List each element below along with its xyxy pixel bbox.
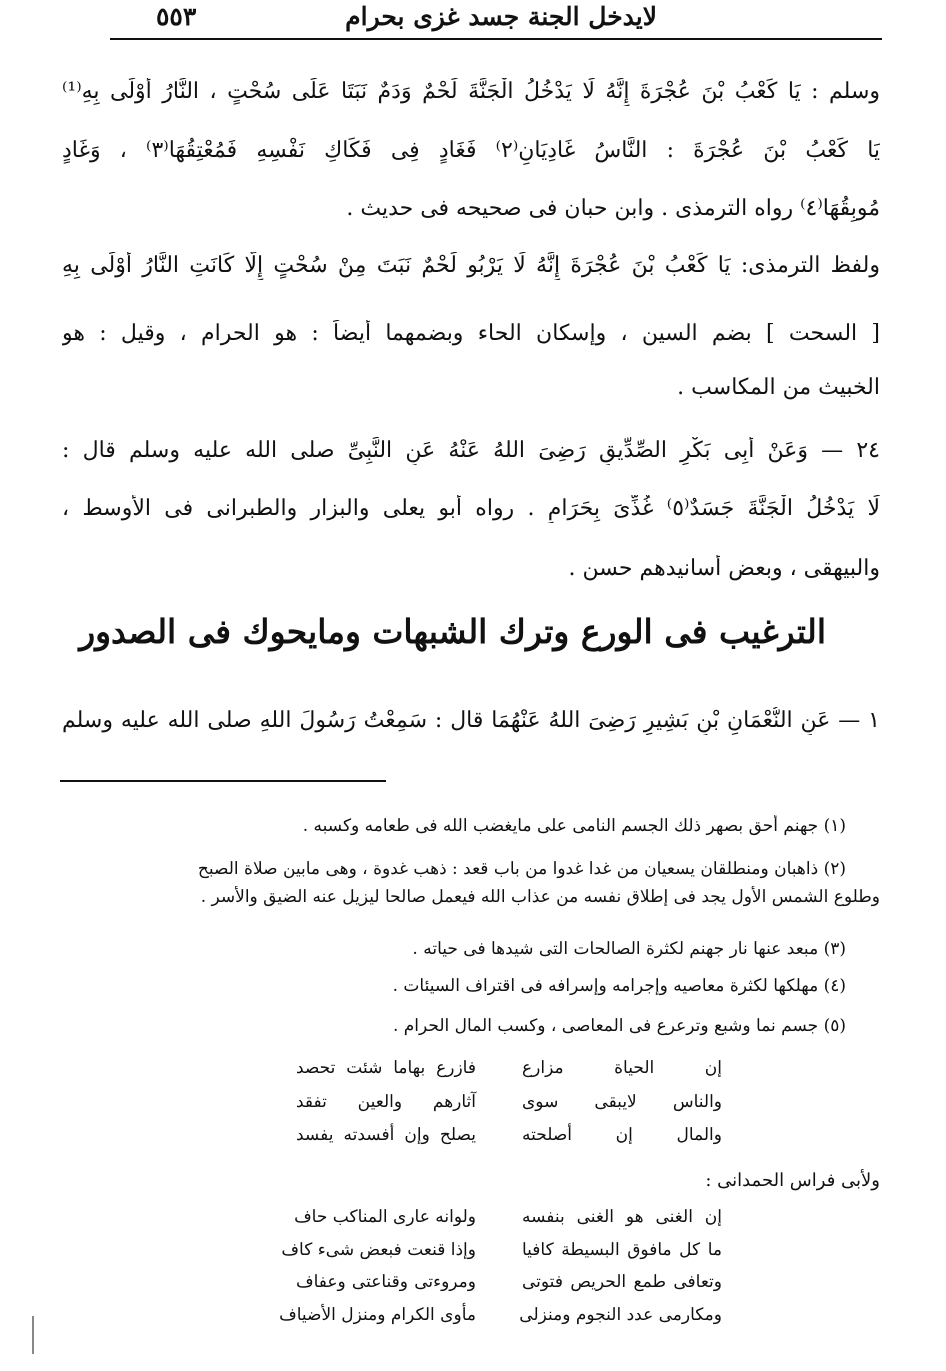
footnote-continuation: وطلوع الشمس الأول يجد فى إطلاق نفسه من عذاب الله فيعمل صالحا ليزيل عنه الضيق والأسر . [200,887,880,907]
text-line: وسلم : يَا كَعْبُ بْنَ عُجْرَةَ إِنَّهُ لَا يَدْخُلُ الْجَنَّةَ لَحْمٌ وَدَمٌ نَبَتَا عَلَى سُحْتٍ ، النَّارُ أَوْلَى بِهِ⁽¹⁾ [62,79,880,104]
verse-hemistich: ولوانه عارى المناكب حاف [294,1207,476,1227]
verse-hemistich: إن الحياة مزارع [522,1058,722,1078]
footnote: (٢) ذاهبان ومنطلقان يسعيان من غدا غدوا من باب قعد : ذهب غدوة ، وهى مابين صلاة الصبح [197,859,846,879]
verse-hemistich: وتعافى طمع الحريص فتوتى [522,1272,722,1292]
text-line: لَا يَدْخُلُ الْجَنَّةَ جَسَدٌ⁽٥⁾ غُذِّىَ بِحَرَامٍ . رواه أبو يعلى والبزار والطبرانى فى الأوسط ، [62,496,880,521]
footnote: (٣) مبعد عنها نار جهنم لكثرة الصالحات التى شيدها فى حياته . [412,939,846,959]
verse-hemistich: وإذا قنعت فبعض شىء كاف [281,1240,476,1260]
verse-hemistich: إن الغنى هو الغنى بنفسه [522,1207,722,1227]
verse-hemistich: آثارهم والعين تفقد [296,1092,476,1112]
margin-mark [32,1316,34,1354]
text-line: الخبيث من المكاسب . [677,375,880,400]
section-first-line: ١ — عَنِ النُّعْمَانِ بْنِ بَشِيرٍ رَضِىَ اللهُ عَنْهُمَا قال : سَمِعْتُ رَسُولَ اللهِ صلى الله عليه وسلم [62,708,880,733]
text-line: ولفظ الترمذى: يَا كَعْبُ بْنَ عُجْرَةَ إِنَّهُ لَا يَرْبُو لَحْمٌ نَبَتَ مِنْ سُحْتٍ إِلَّا كَانَتِ النَّارُ أَوْلَى بِهِ [62,253,880,278]
verse-hemistich: والناس لايبقى سوى [522,1092,722,1112]
verse-hemistich: ومروءتى وقناعتى وعفاف [296,1272,476,1292]
footnote: (١) جهنم أحق بصهر ذلك الجسم النامى على مايغضب الله فى طعامه وكسبه . [302,816,846,836]
hadith-24-line: ٢٤ — وَعَنْ أَبِى بَكْرٍ الصِّدِّيقِ رَضِىَ اللهُ عَنْهُ عَنِ النَّبِىِّ صلى الله عليه وسلم قال : [62,438,880,463]
page-header [110,0,882,40]
verse-hemistich: مأوى الكرام ومنزل الأضياف [279,1305,476,1325]
verse-hemistich: فازرع بهاما شئت تحصد [296,1058,476,1078]
section-heading: الترغيب فى الورع وترك الشبهات ومايحوك فى الصدور [79,612,826,651]
footnote: (٤) مهلكها لكثرة معاصيه وإجرامه وإسرافه فى اقتراف السيئات . [392,976,846,996]
text-line: [ السحت ] بضم السين ، وإسكان الحاء وبضمهما أيضاً : هو الحرام ، وقيل : هو [62,321,880,346]
text-line: مُوبِقُهَا⁽٤⁾ رواه الترمذى . وابن حبان فى صحيحه فى حديث . [346,196,880,221]
footnote: (٥) جسم نما وشبع وترعرع فى المعاصى ، وكسب المال الحرام . [392,1016,846,1036]
verse-hemistich: ومكارمى عدد النجوم ومنزلى [519,1305,722,1325]
text-line: والبيهقى ، وبعض أسانيدهم حسن . [568,556,880,581]
footnote-divider [60,780,386,782]
running-title: لايدخل الجنة جسد غزى بحرام [345,2,657,31]
text-line: يَا كَعْبُ بْنَ عُجْرَةَ : النَّاسُ غَادِيَانِ⁽٢⁾ فَغَادٍ فِى فَكَاكِ نَفْسِهِ فَمُعْتِقُهَا⁽٣⁾ ، وَغَادٍ [62,138,880,163]
verse-hemistich: ما كل مافوق البسيطة كافيا [522,1240,722,1260]
poet-intro: ولأبى فراس الحمدانى : [705,1170,880,1191]
page-number: ٥٥٣ [156,2,197,31]
verse-hemistich: والمال إن أصلحته [522,1125,722,1145]
verse-hemistich: يصلح وإن أفسدته يفسد [296,1125,476,1145]
